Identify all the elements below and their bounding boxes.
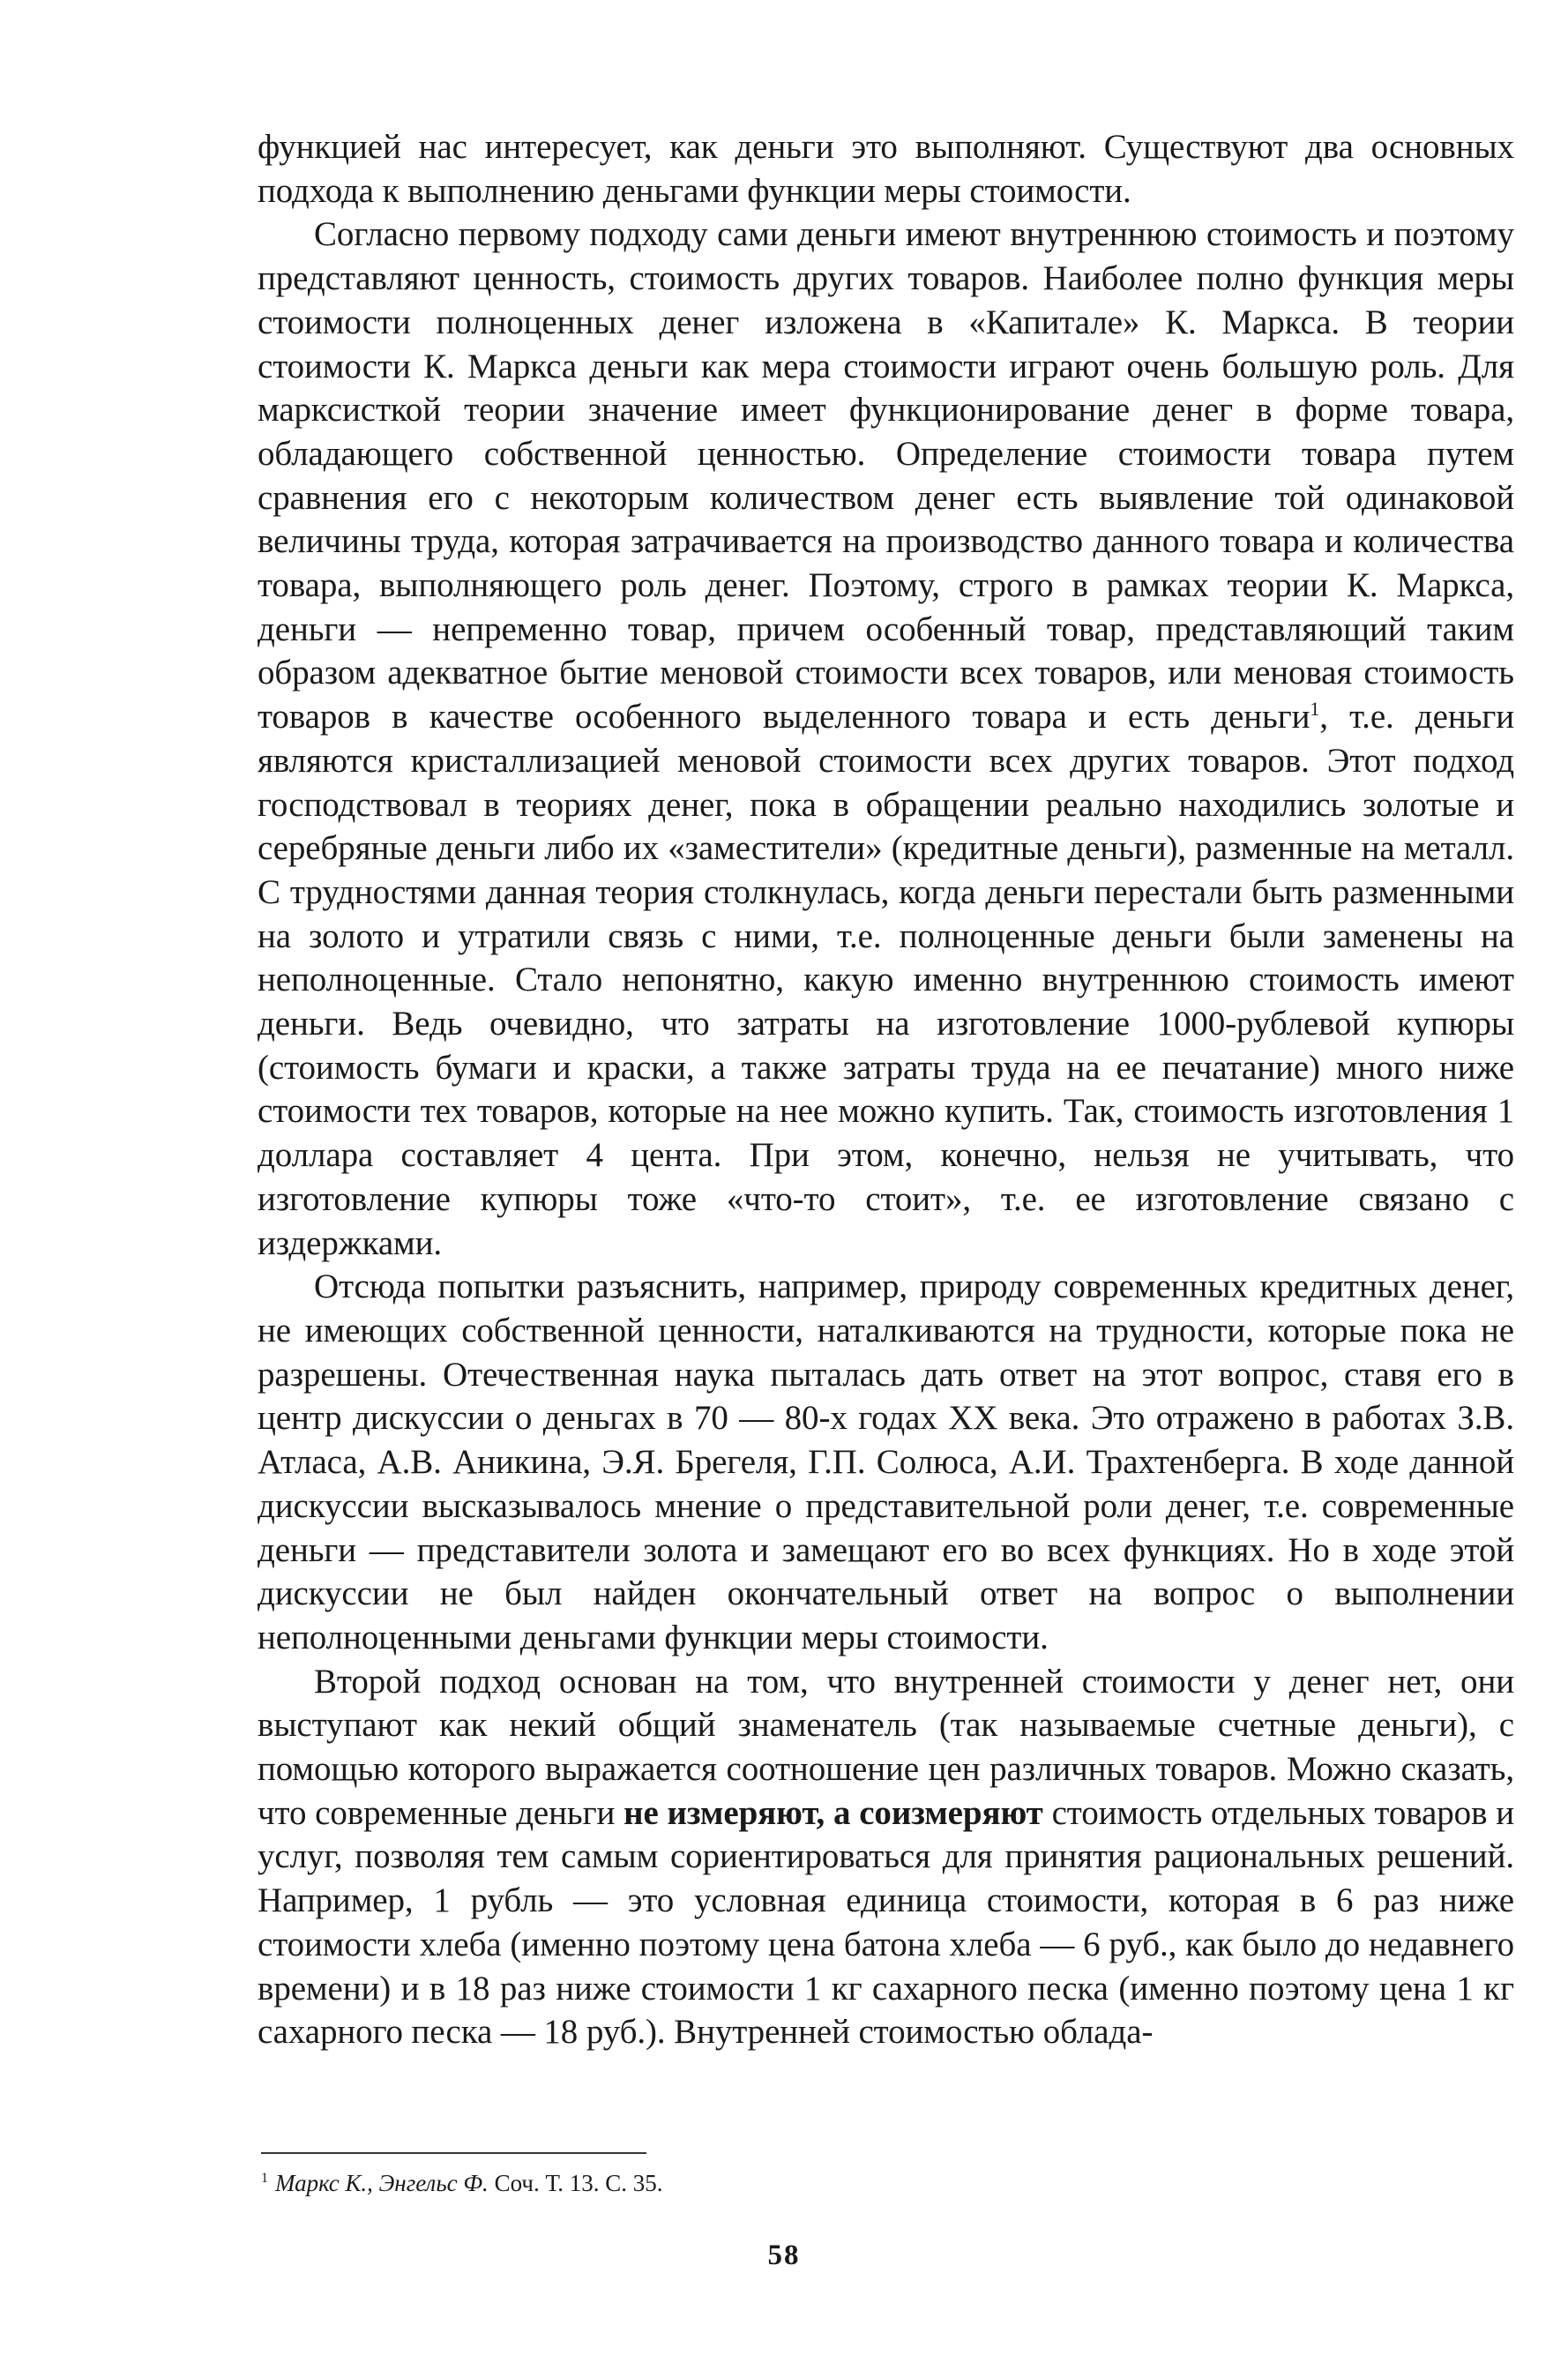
footnote-divider — [261, 2152, 646, 2154]
footnote-mark: 1 — [261, 2171, 268, 2186]
footnote-authors: Маркс К., Энгельс Ф. — [275, 2170, 489, 2196]
emphasis-text: не измеряют, а соизмеряют — [623, 1793, 1043, 1832]
page-body — [258, 125, 1514, 2054]
page-number: 58 — [767, 2240, 801, 2271]
paragraph-continuation: функцией нас интересует, как деньги это выполняют. Существуют два основных подхода к выполнению деньгами функции меры стоимости. — [258, 128, 1514, 210]
paragraph-first-approach-text: Согласно первому подходу сами деньги имеют внутреннюю стоимость и поэтому представляют ценность, стоимость других товаров. Наиболее полно функция меры стоимости полноценных денег изложена в «Капитале» К. Маркса. В теории стоимости К. Маркса деньги как мера стоимости играют очень большую роль. Для марксисткой теории значение имеет функционирование денег в форме товара, обладающего собственной ценностью. Определение стоимости товара путем сравнения его с некоторым количеством денег есть выявление той одинаковой величины труда, которая затрачивается на производство данного товара и количества товара, выполняющего роль денег. Поэтому, строго в рамках теории К. Маркса, деньги — непременно товар, причем особенный товар, представляющий таким образом адекватное бытие меновой стоимости всех товаров, или меновая стоимость товаров в качестве особенного выделенного товара и есть деньги — [258, 215, 1514, 737]
paragraph-second-approach — [258, 1660, 1514, 2054]
paragraph-first-approach — [258, 213, 1514, 1265]
footnote-citation: Соч. Т. 13. С. 35. — [488, 2170, 663, 2196]
paragraph-discussion: Отсюда попытки разъяснить, например, природу современных кредитных денег, не имеющих собственной ценности, наталкиваются на трудности, которые пока не разрешены. Отечественная наука пыталась дать ответ на этот вопрос, ставя его в центр дискуссии о деньгах в 70 — 80-х годах XX века. Это отражено в работах З.В. Атласа, А.В. Аникина, Э.Я. Брегеля, Г.П. Солюса, А.И. Трахтенберга. В ходе данной дискуссии высказывалось мнение о представительной роли денег, т.е. современные деньги — представители золота и замещают его во всех функциях. Но в ходе этой дискуссии не был найден окончательный ответ на вопрос о выполнении неполноценными деньгами функции меры стоимости. — [258, 1267, 1514, 1656]
main-text — [258, 125, 1514, 2054]
paragraph-second-approach-rest: стоимость отдельных товаров и услуг, позволяя тем самым сориентироваться для принятия рациональных решений. Например, 1 рубль — это условная единица стоимости, которая в 6 раз ниже стоимости хлеба (именно поэтому цена батона хлеба — 6 руб., как было до недавнего времени) и в 18 раз ниже стоимости 1 кг сахарного песка (именно поэтому цена 1 кг сахарного песка — 18 руб.). Внутренней стоимостью облада- — [258, 1793, 1514, 2052]
paragraph-second-approach-text: Второй подход основан на том, что внутренней стоимости у денег нет, они выступают как некий общий знаменатель (так называемые счетные деньги), с помощью которого выражается соотношение цен различных товаров. Можно сказать, что современные деньги — [258, 1662, 1514, 1832]
paragraph-first-approach-rest: , т.е. деньги являются кристаллизацией меновой стоимости всех других товаров. Этот подход господствовал в теориях денег, пока в обращении реально находились золотые и серебряные деньги либо их «заместители» (кредитные деньги), разменные на металл. С трудностями данная теория столкнулась, когда деньги перестали быть разменными на золото и утратили связь с ними, т.е. полноценные деньги были заменены на неполноценные. Стало непонятно, какую именно внутреннюю стоимость имеют деньги. Ведь очевидно, что затраты на изготовление 1000-рублевой купюры (стоимость бумаги и краски, а также затраты труда на ее печатание) много ниже стоимости тех товаров, которые на нее можно купить. Так, стоимость изготовления 1 доллара составляет 4 цента. При этом, конечно, нельзя не учитывать, что изготовление купюры тоже «что-то стоит», т.е. ее изготовление связано с издержками. — [258, 698, 1514, 1262]
footnote — [261, 2168, 1319, 2198]
footnote-reference[interactable]: 1 — [1310, 698, 1320, 721]
